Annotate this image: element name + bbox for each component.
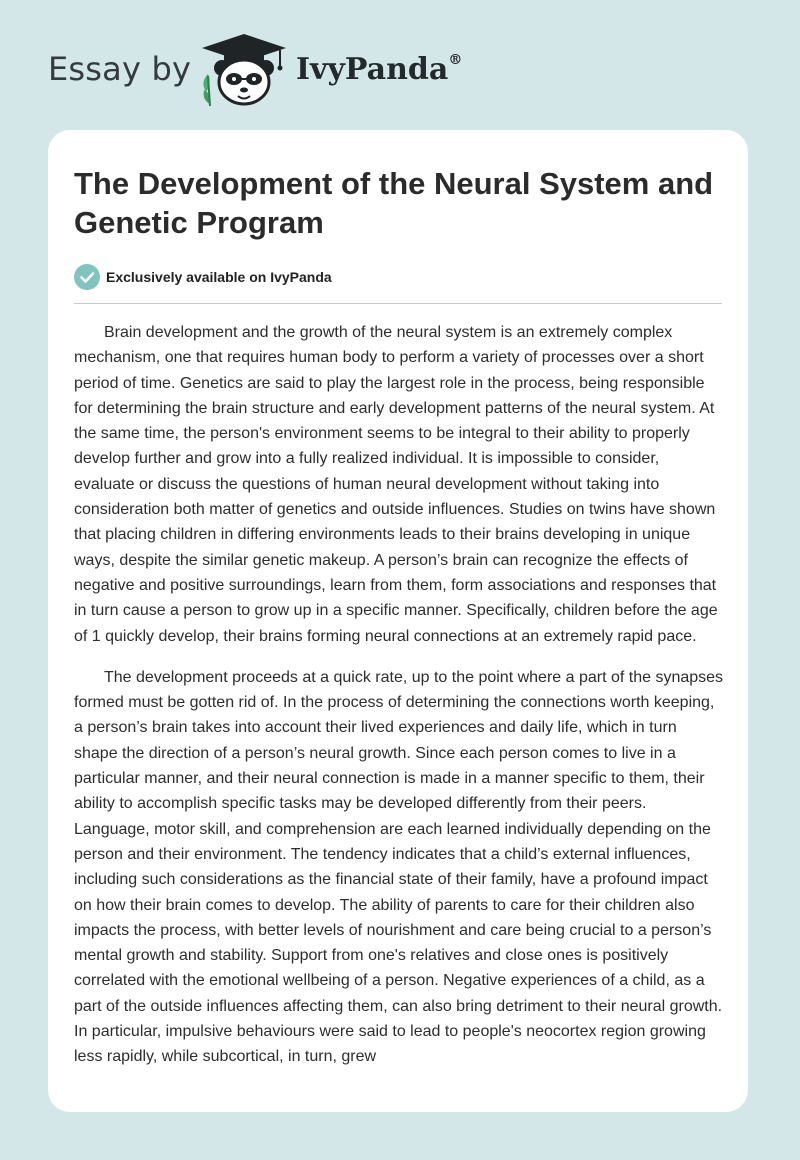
exclusive-badge-label: Exclusively available on IvyPanda — [106, 269, 332, 285]
divider — [74, 303, 722, 304]
site-header — [0, 0, 800, 130]
check-icon — [74, 264, 100, 290]
brand-text: IvyPanda — [296, 52, 449, 87]
essay-card — [48, 130, 748, 1112]
paragraph: The development proceeds at a quick rate, up to the point where a part of the synapses formed must be gotten rid of. In the process of determining the connections worth keeping, a person’s brain takes into account their lived experiences and daily life, which in turn shape the direction of a person’s neural growth. Since each person comes to live in a particular manner, and their neural connection is made in a manner specific to them, their ability to accomplish specific tasks may be developed differently from their peers. Language, motor skill, and comprehension are each learned individually depending on the person and their environment. The tendency indicates that a child’s external influences, including such considerations as the financial state of their family, have a profound impact on how their brain comes to develop. The ability of parents to care for their children also impacts the process, with better levels of nourishment and care being crucial to a person’s mental growth and stability. Support from one's relatives and close ones is positively correlated with the emotional wellbeing of a person. Negative experiences of a child, as a part of the outside influences affecting them, can also bring detriment to their neural growth. In particular, impulsive behaviours were said to lead to people's neocortex region growing less rapidly, while subcortical, in turn, grew — [74, 668, 724, 1066]
brand-name[interactable] — [296, 52, 462, 87]
exclusive-badge — [74, 264, 332, 290]
essay-body — [74, 320, 724, 1086]
panda-graduate-icon[interactable] — [196, 30, 292, 110]
essay-by-label: Essay by — [48, 50, 192, 88]
page-title: The Development of the Neural System and Genetic Program — [74, 166, 714, 240]
paragraph: Brain development and the growth of the neural system is an extremely complex mechanism, one that requires human body to perform a variety of processes over a short period of time. Genetics are said to play the largest role in the process, being responsible for determining the brain structure and early development patterns of the neural system. At the same time, the person's environment seems to be integral to their ability to properly develop further and grow into a fully realized individual. It is impossible to consider, evaluate or discuss the questions of human neural development without taking into consideration both matter of genetics and outside influences. Studies on twins have shown that placing children in differing environments leads to their brains developing in unique ways, despite the similar genetic makeup. A person’s brain can recognize the effects of negative and positive surroundings, learn from them, form associations and responses that in turn cause a person to grow up in a specific manner. Specifically, children before the age of 1 quickly develop, their brains forming neural connections at an extremely rapid pace. — [74, 324, 718, 645]
registered-mark: ® — [448, 52, 463, 68]
